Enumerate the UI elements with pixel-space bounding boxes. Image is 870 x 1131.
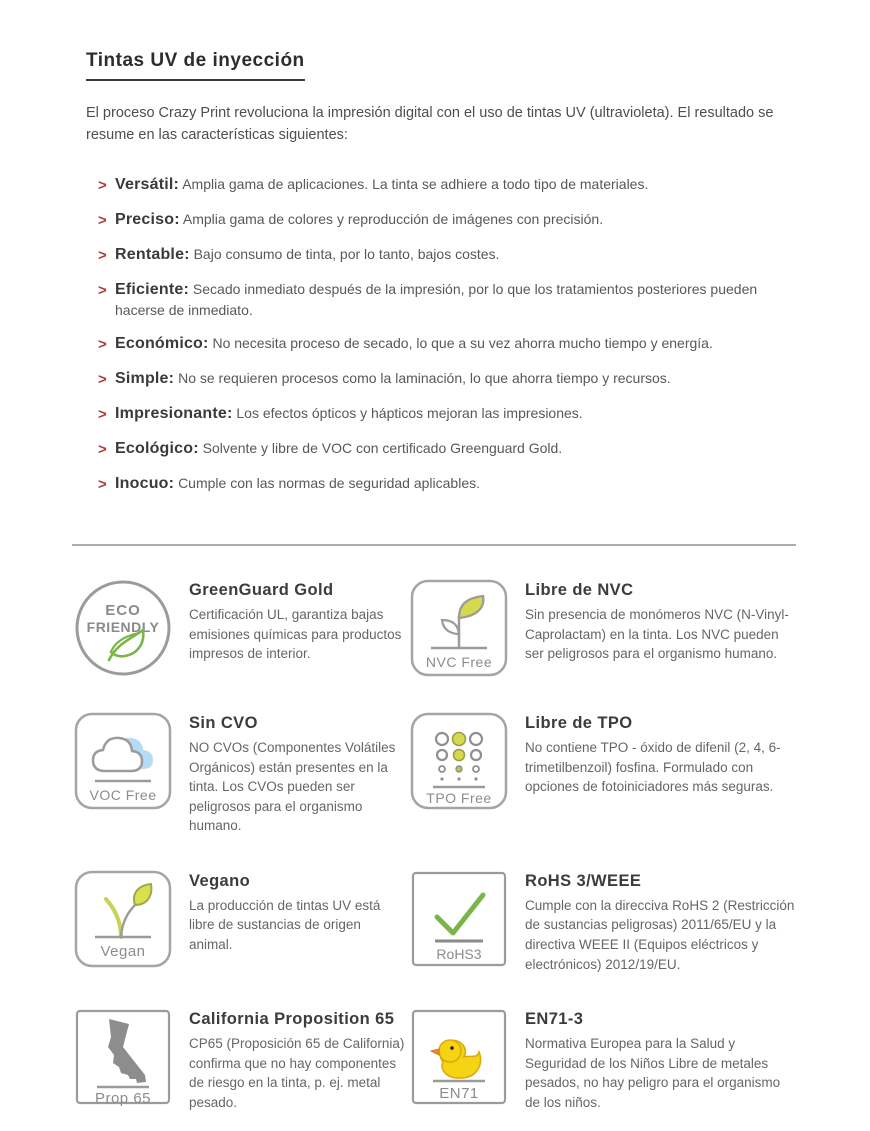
rohs3-icon bbox=[409, 869, 509, 969]
badge-prop65 bbox=[73, 1007, 409, 1112]
page-title: Tintas UV de inyección bbox=[86, 50, 305, 81]
badge-greenguard-gold bbox=[73, 578, 409, 678]
list-item bbox=[98, 279, 804, 321]
list-item bbox=[98, 209, 804, 231]
bullet-arrow-icon: > bbox=[98, 336, 107, 354]
feature-term: Impresionante: bbox=[115, 404, 233, 422]
bullet-arrow-icon: > bbox=[98, 405, 107, 423]
badge-tpo-free bbox=[409, 711, 798, 836]
badge-en71 bbox=[409, 1007, 798, 1112]
badge-title: California Proposition 65 bbox=[189, 1010, 395, 1029]
badge-description: La producción de tintas UV está libre de sustancias de origen animal. bbox=[189, 897, 381, 952]
feature-term: Eficiente: bbox=[115, 280, 190, 298]
svg-text:RoHS3: RoHS3 bbox=[436, 945, 482, 962]
svg-text:VOC Free: VOC Free bbox=[89, 787, 157, 804]
badge-title: Libre de NVC bbox=[525, 581, 634, 600]
nvc-free-icon bbox=[409, 578, 509, 678]
list-item bbox=[98, 368, 804, 390]
svg-text:NVC Free: NVC Free bbox=[425, 654, 493, 671]
vegan-icon bbox=[73, 869, 173, 969]
feature-term: Versátil: bbox=[115, 175, 180, 193]
section-divider bbox=[72, 544, 796, 546]
feature-desc: Cumple con las normas de seguridad aplicables. bbox=[178, 474, 481, 491]
bullet-arrow-icon: > bbox=[98, 246, 107, 264]
badge-voc-free bbox=[73, 711, 409, 836]
feature-desc: Amplia gama de aplicaciones. La tinta se adhiere a todo tipo de materiales. bbox=[182, 175, 649, 192]
badge-vegan bbox=[73, 869, 409, 974]
badge-description: Normativa Europea para la Salud y Seguridad de los Niños Libre de metales pesados, no hay peligro para el organismo de los niños. bbox=[525, 1036, 781, 1110]
feature-desc: Bajo consumo de tinta, por lo tanto, bajos costes. bbox=[193, 245, 500, 262]
eco-friendly-icon bbox=[73, 578, 173, 678]
certification-grid bbox=[73, 578, 798, 1112]
feature-term: Inocuo: bbox=[115, 474, 175, 492]
svg-text:FRIENDLY: FRIENDLY bbox=[86, 619, 160, 636]
feature-term: Ecológico: bbox=[115, 439, 199, 457]
list-item bbox=[98, 333, 804, 355]
badge-description: Sin presencia de monómeros NVC (N-Vinyl-Caprolactam) en la tinta. Los NVC pueden ser peligrosos para el organismo humano. bbox=[525, 607, 789, 662]
badge-title: Sin CVO bbox=[189, 714, 258, 733]
list-item bbox=[98, 244, 804, 266]
badge-title: Vegano bbox=[189, 871, 251, 890]
en71-duck-icon bbox=[409, 1007, 509, 1107]
feature-desc: No se requieren procesos como la laminación, lo que ahorra tiempo y recursos. bbox=[178, 369, 671, 386]
badge-title: GreenGuard Gold bbox=[189, 581, 334, 600]
feature-desc: Los efectos ópticos y hápticos mejoran las impresiones. bbox=[236, 404, 583, 421]
badge-description: Certificación UL, garantiza bajas emisiones químicas para productos impresos de interior. bbox=[189, 607, 402, 662]
badge-description: No contiene TPO - óxido de difenil (2, 4, 6-trimetilbenzoil) fosfina. Formulado con opciones de fotoiniciadores más seguras. bbox=[525, 740, 781, 795]
badge-description: CP65 (Proposición 65 de California) confirma que no hay componentes de riesgo en la tinta, p. ej. metal pesado. bbox=[189, 1036, 405, 1110]
list-item bbox=[98, 174, 804, 196]
badge-nvc-free bbox=[409, 578, 798, 678]
bullet-arrow-icon: > bbox=[98, 475, 107, 493]
list-item bbox=[98, 403, 804, 425]
tpo-free-icon bbox=[409, 711, 509, 811]
svg-text:TPO Free: TPO Free bbox=[426, 790, 492, 807]
badge-title: EN71-3 bbox=[525, 1010, 584, 1029]
bullet-arrow-icon: > bbox=[98, 440, 107, 458]
feature-desc: No necesita proceso de secado, lo que a su vez ahorra mucho tiempo y energía. bbox=[212, 335, 713, 352]
badge-title: Libre de TPO bbox=[525, 714, 633, 733]
intro-paragraph: El proceso Crazy Print revoluciona la impresión digital con el uso de tintas UV (ultravioleta). El resultado se resume en las características siguientes: bbox=[86, 105, 774, 144]
svg-text:Prop 65: Prop 65 bbox=[94, 1090, 152, 1108]
bullet-arrow-icon: > bbox=[98, 211, 107, 229]
bullet-arrow-icon: > bbox=[98, 176, 107, 194]
feature-term: Preciso: bbox=[115, 210, 180, 228]
feature-desc: Amplia gama de colores y reproducción de imágenes con precisión. bbox=[182, 210, 604, 227]
feature-term: Simple: bbox=[115, 369, 175, 387]
badge-title: RoHS 3/WEEE bbox=[525, 871, 642, 890]
bullet-arrow-icon: > bbox=[98, 281, 107, 299]
svg-text:ECO: ECO bbox=[105, 602, 141, 620]
feature-term: Económico: bbox=[115, 335, 209, 353]
prop65-icon bbox=[73, 1007, 173, 1107]
list-item bbox=[98, 473, 804, 495]
svg-text:EN71: EN71 bbox=[439, 1085, 479, 1103]
svg-text:Vegan: Vegan bbox=[100, 942, 146, 960]
badge-description: Cumple con la direcciva RoHS 2 (Restricción de sustancias peligrosas) 2011/65/EU y la directiva WEEE II (Equipos eléctricos y electrónicos) 2012/19/EU. bbox=[525, 897, 795, 972]
feature-list bbox=[98, 174, 804, 495]
feature-desc: Solvente y libre de VOC con certificado Greenguard Gold. bbox=[202, 439, 563, 456]
badge-description: NO CVOs (Componentes Volátiles Orgánicos) están presentes en la tinta. Los CVOs pueden ser peligrosos para el organismo humano. bbox=[189, 740, 396, 834]
badge-rohs3 bbox=[409, 869, 798, 974]
list-item bbox=[98, 438, 804, 460]
feature-desc: Secado inmediato después de la impresión, por lo que los tratamientos posteriores pueden hacerse de inmediato. bbox=[115, 280, 758, 318]
voc-free-icon bbox=[73, 711, 173, 811]
feature-term: Rentable: bbox=[115, 245, 190, 263]
bullet-arrow-icon: > bbox=[98, 370, 107, 388]
